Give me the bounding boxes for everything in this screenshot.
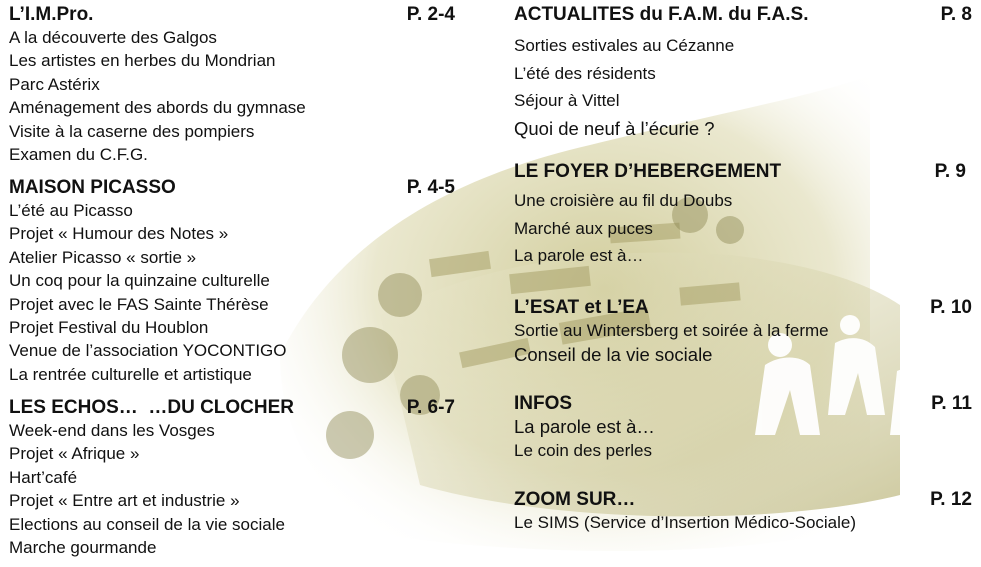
list-item: Elections au conseil de la vie sociale	[9, 514, 285, 534]
list-item: Venue de l’association YOCONTIGO	[9, 341, 287, 361]
section-foyer	[514, 161, 976, 270]
section-title: L’ESAT et L’EA	[514, 297, 649, 318]
section-esat	[514, 297, 976, 367]
list-item: Sortie au Wintersberg et soirée à la ferme	[514, 321, 829, 340]
section-header	[514, 393, 976, 415]
list-item: Parc Astérix	[9, 74, 100, 94]
list-item: La parole est à…	[514, 246, 644, 265]
list-item: La parole est à…	[514, 416, 655, 437]
list-item: Aménagement des abords du gymnase	[9, 98, 306, 118]
list-item: Projet « Afrique »	[9, 444, 140, 464]
section-title: MAISON PICASSO	[9, 177, 176, 198]
section-pages: P. 6-7	[406, 397, 455, 418]
section-header	[514, 161, 976, 183]
section-pages: P. 8	[940, 4, 972, 25]
section-impro	[9, 4, 459, 166]
section-zoom	[514, 489, 976, 535]
section-header	[514, 489, 976, 511]
list-item: A la découverte des Galgos	[9, 28, 217, 47]
section-header	[9, 397, 459, 419]
section-title: INFOS	[514, 393, 573, 414]
list-item: Projet Festival du Houblon	[9, 318, 209, 338]
section-header	[9, 177, 459, 199]
list-item: L’été des résidents	[514, 63, 656, 83]
section-pages: P. 10	[930, 297, 972, 318]
list-item: Le SIMS (Service d’Insertion Médico-Sociale)	[514, 513, 857, 532]
section-pages: P. 9	[934, 161, 966, 182]
list-item: Marche gourmande	[9, 538, 157, 558]
section-maison-picasso	[9, 177, 459, 386]
list-item: Conseil de la vie sociale	[514, 344, 713, 365]
list-item: Quoi de neuf à l’écurie ?	[514, 117, 715, 139]
section-title: ACTUALITES du F.A.M. du F.A.S.	[514, 4, 809, 25]
section-pages: P. 4-5	[406, 177, 455, 198]
list-item: Une croisière au fil du Doubs	[514, 191, 733, 210]
list-item: La rentrée culturelle et artistique	[9, 364, 252, 384]
list-item: Week-end dans les Vosges	[9, 421, 215, 440]
list-item: Un coq pour la quinzaine culturelle	[9, 271, 270, 291]
section-header	[514, 4, 976, 26]
section-title: ZOOM SUR…	[514, 489, 636, 510]
list-item: Le coin des perles	[514, 441, 652, 460]
list-item: Sorties estivales au Cézanne	[514, 36, 735, 55]
list-item: Projet « Entre art et industrie »	[9, 491, 240, 511]
section-header	[514, 297, 976, 319]
section-title: LES ECHOS… …DU CLOCHER	[9, 397, 295, 418]
list-item: Hart’café	[9, 467, 78, 487]
list-item: Projet avec le FAS Sainte Thérèse	[9, 294, 269, 314]
list-item: Visite à la caserne des pompiers	[9, 121, 255, 141]
list-item: Les artistes en herbes du Mondrian	[9, 51, 276, 71]
section-actualites	[514, 4, 976, 142]
section-infos	[514, 393, 976, 463]
list-item: Marché aux puces	[514, 218, 653, 238]
list-item: Projet « Humour des Notes »	[9, 224, 229, 244]
list-item: Séjour à Vittel	[514, 91, 620, 110]
section-title: LE FOYER D’HEBERGEMENT	[514, 161, 782, 182]
section-echos-clocher	[9, 397, 459, 559]
section-pages: P. 12	[930, 489, 972, 510]
list-item: Atelier Picasso « sortie »	[9, 247, 197, 267]
section-header	[9, 4, 459, 26]
list-item: Examen du C.F.G.	[9, 145, 148, 165]
section-pages: P. 11	[931, 393, 972, 414]
section-title: L’I.M.Pro.	[9, 4, 94, 25]
list-item: L’été au Picasso	[9, 201, 133, 220]
section-pages: P. 2-4	[406, 4, 455, 25]
